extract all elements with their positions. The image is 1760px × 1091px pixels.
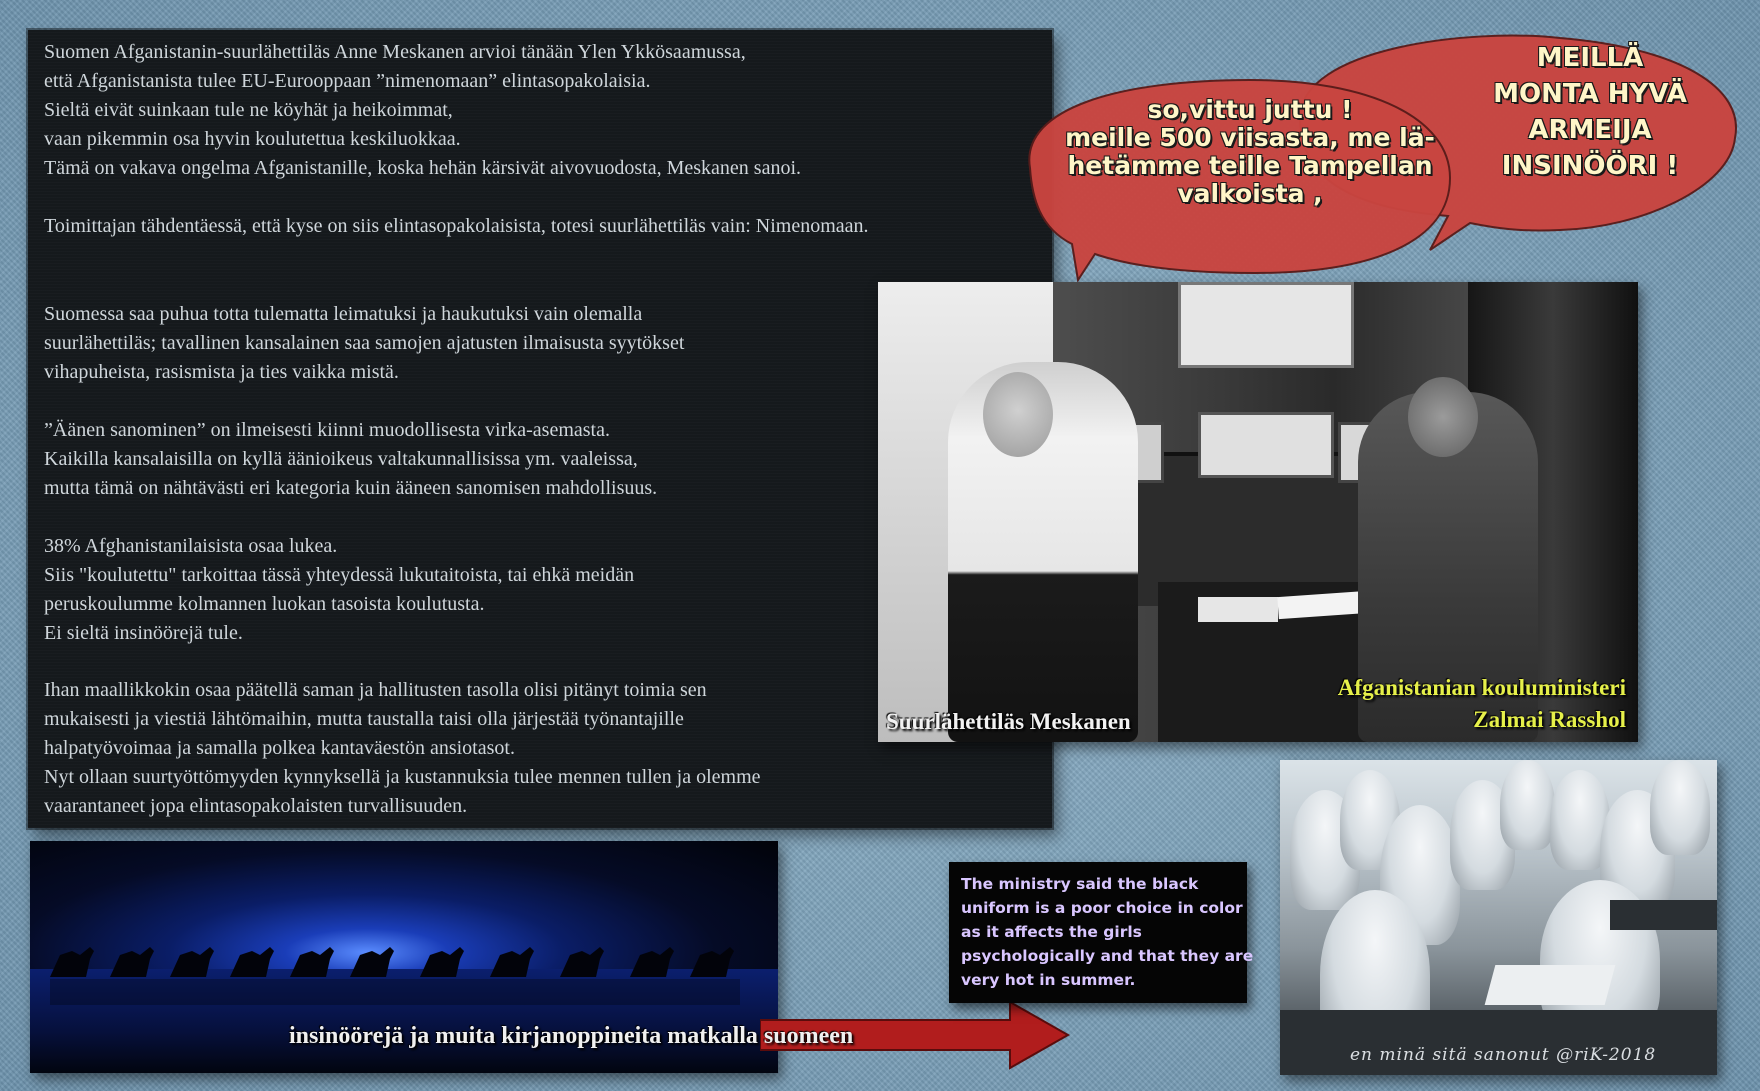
article-paragraph-speech: Suomessa saa puhua totta tulematta leimatuksi ja haukutuksi vain olemalla suurlähettiläs; tavallinen kansalainen saa samojen ajatusten ilmaisusta syytökset vihapuheista, rasismista ja ties vaikka mistä.	[44, 303, 685, 383]
calligraphy-frame	[1178, 282, 1354, 368]
student-figure	[1650, 760, 1710, 855]
speech-bubble-right-text: MEILLÄ MONTA HYVÄ ARMEIJA INSINÖÖRI !	[1493, 43, 1687, 181]
camel-reflection	[50, 979, 750, 1015]
caravan-caption: insinöörejä ja muita kirjanoppineita matkalla suomeen	[289, 1023, 854, 1049]
article-paragraph-voice: ”Äänen sanominen” on ilmeisesti kiinni muodollisesta virka-asemasta. Kaikilla kansalaisilla on kyllä äänioikeus valtakunnallisissa ym. vaaleissa, mutta tämä on nähtävästi eri kategoria kuin ääneen sanomisen mahdollisuus.	[44, 419, 658, 499]
article-paragraph-literacy: 38% Afghanistanilaisista osaa lukea. Siis "koulutettu" tarkoittaa tässä yhteydessä lukutaitoista, tai ehkä meidän peruskoulumme kolmannen luokan tasoista koulutusta. Ei sieltä insinöörejä tule.	[44, 535, 635, 644]
minister-head	[1408, 377, 1478, 457]
artist-signature: en minä sitä sanonut @riK-2018	[1350, 1045, 1657, 1065]
note-box	[949, 862, 1254, 1003]
ambassador-head	[983, 372, 1053, 457]
desk-row	[1610, 900, 1717, 930]
article-paragraph-conclusion: Ihan maallikkokin osaa päätellä saman ja hallitusten tasolla olisi pitänyt toimia sen mukaisesti ja viestiä lähtömaihin, mutta taustalla taisi olla järjestää työnantajille halpatyövoimaa ja samalla polkea kantaväestön ansiotasot. Nyt ollaan suurtyöttömyyden kynnyksellä ja kustannuksia tulee mennen tullen ja olemme vaarantaneet jopa elintasopakolaisten turvallisuuden.	[44, 679, 761, 817]
note-text: The ministry said the black uniform is a poor choice in color as it affects the girls psychologically and that they are very hot in summer.	[961, 875, 1254, 989]
book	[1198, 597, 1278, 622]
certificate-frame	[1198, 412, 1334, 478]
open-book	[1485, 965, 1616, 1005]
caption-ambassador: Suurlähettiläs Meskanen	[886, 709, 1131, 734]
article-paragraph-quote: Toimittajan tähdentäessä, että kyse on siis elintasopakolaisista, totesi suurlähettiläs vain: Nimenomaan.	[44, 215, 869, 237]
classroom-photo	[1280, 760, 1717, 1075]
speech-bubble-left-text: so,vittu juttu ! meille 500 viisasta, me lä- hetämme teille Tampellan valkoista ,	[1065, 95, 1435, 208]
caption-minister-name: Zalmai Rasshol	[1473, 707, 1626, 732]
student-figure	[1500, 760, 1555, 850]
article-paragraph-intro: Suomen Afganistanin-suurlähettiläs Anne Meskanen arvioi tänään Ylen Ykkösaamussa, että Afganistanista tulee EU-Eurooppaan ”nimenomaan” elintasopakolaisia. Sieltä eivät suinkaan tule ne köyhät ja heikoimmat, vaan pikemmin osa hyvin koulutettua keskiluokkaa. Tämä on vakava ongelma Afganistanille, koska hehän kärsivät aivovuodosta, Meskanen sanoi.	[44, 41, 802, 179]
desk-row	[1280, 1010, 1717, 1075]
caption-minister-title: Afganistanian kouluministeri	[1337, 675, 1626, 700]
meeting-photo	[878, 282, 1638, 742]
camel-silhouettes	[50, 941, 750, 977]
